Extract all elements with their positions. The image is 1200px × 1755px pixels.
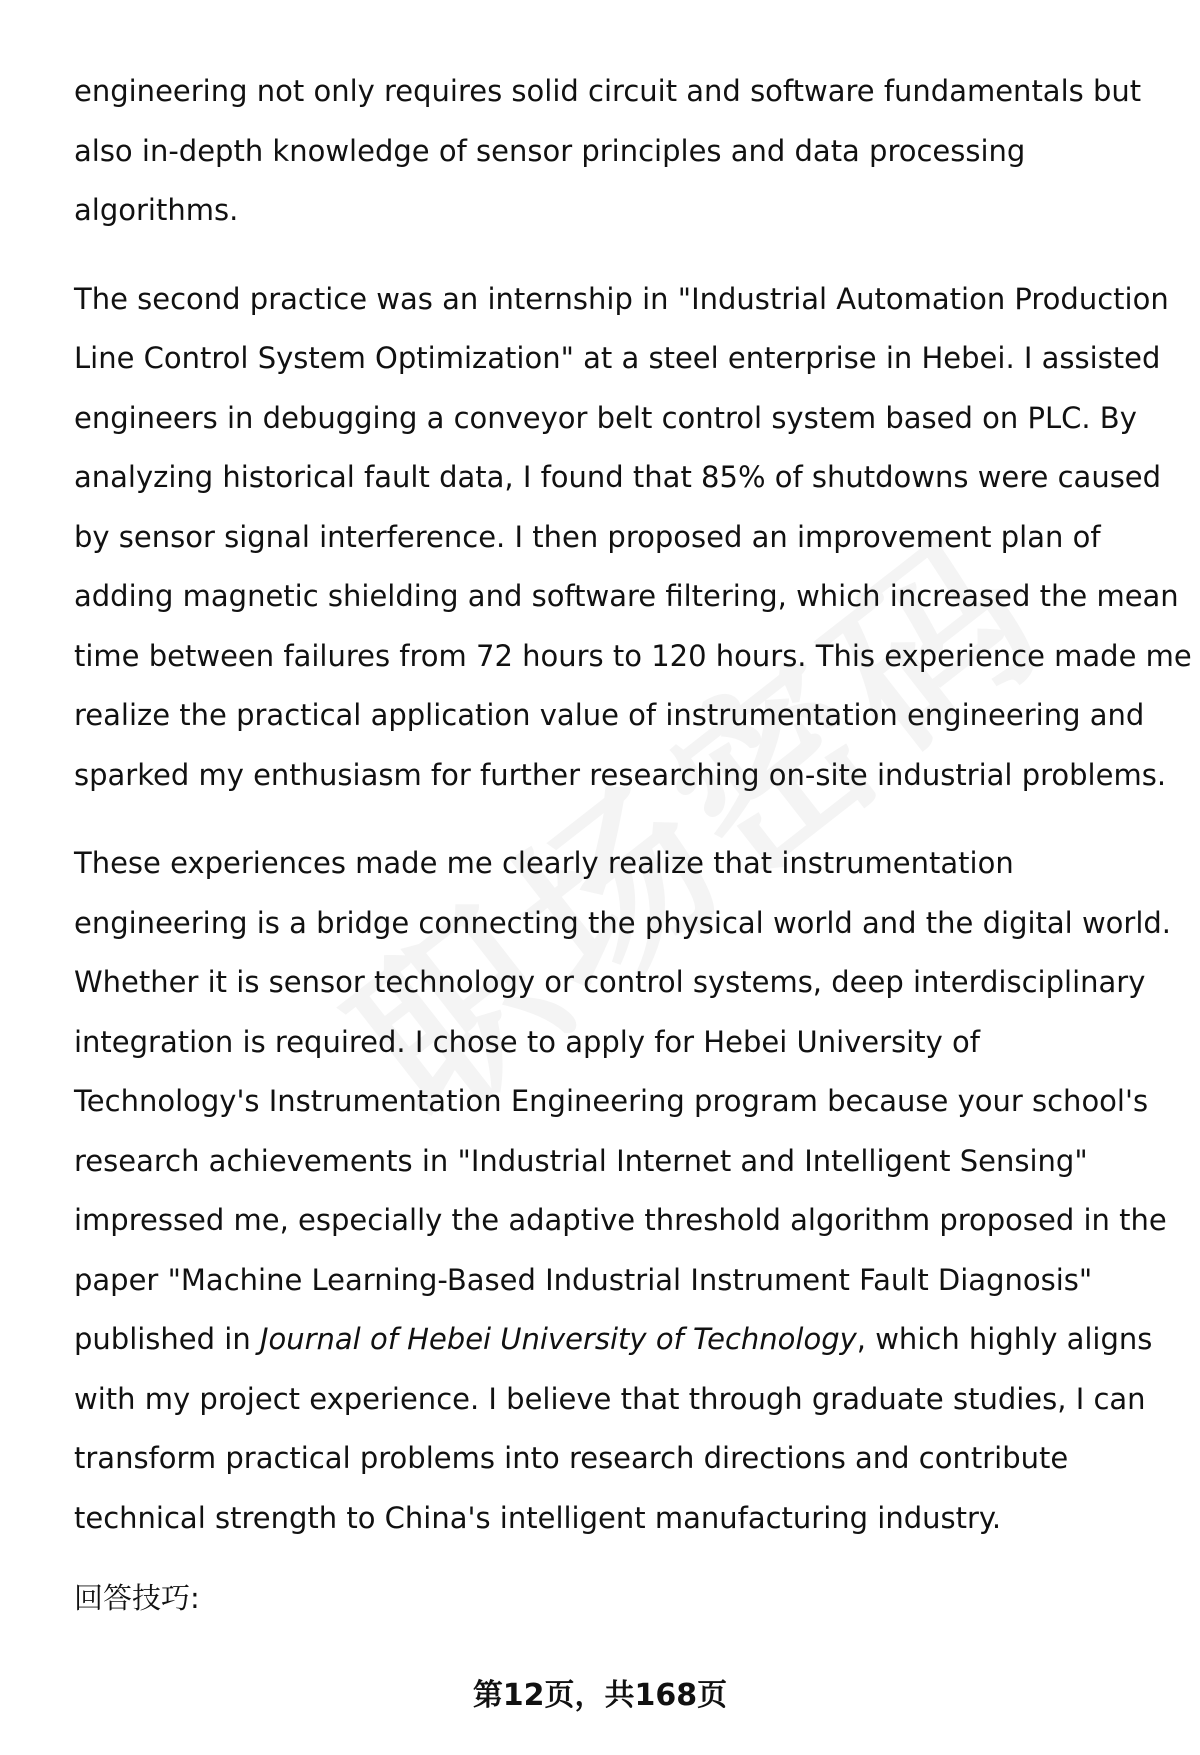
text-fragment: published in	[74, 1322, 260, 1356]
paragraph-2	[74, 270, 1192, 806]
text-line: with my project experience. I believe that through graduate studies, I can	[74, 1381, 1146, 1416]
text-line: paper "Machine Learning-Based Industrial Instrument Fault Diagnosis"	[74, 1262, 1093, 1297]
text-line: engineering not only requires solid circuit and software fundamentals but	[74, 74, 1142, 108]
text-line: engineering is a bridge connecting the physical world and the digital world.	[74, 905, 1172, 940]
text-line: adding magnetic shielding and software filtering, which increased the mean	[74, 579, 1179, 613]
text-line: These experiences made me clearly realize that instrumentation	[74, 846, 1014, 880]
text-line: Technology's Instrumentation Engineering program because your school's	[74, 1084, 1149, 1118]
text-line: also in-depth knowledge of sensor principles and data processing	[74, 133, 1026, 168]
text-fragment: , which highly aligns	[856, 1322, 1153, 1356]
text-line: by sensor signal interference. I then proposed an improvement plan of	[74, 519, 1101, 554]
text-line: impressed me, especially the adaptive threshold algorithm proposed in the	[74, 1203, 1167, 1237]
journal-title: Journal of Hebei University of Technology	[259, 1322, 857, 1356]
text-line: Line Control System Optimization" at a steel enterprise in Hebei. I assisted	[74, 341, 1161, 375]
text-line: research achievements in "Industrial Internet and Intelligent Sensing"	[74, 1143, 1088, 1178]
text-line: Whether it is sensor technology or control systems, deep interdisciplinary	[74, 965, 1146, 999]
text-line: technical strength to China's intelligent manufacturing industry.	[74, 1500, 1002, 1535]
text-line: realize the practical application value of instrumentation engineering and	[74, 698, 1145, 732]
text-line: sparked my enthusiasm for further researching on-site industrial problems.	[74, 757, 1167, 792]
text-line-with-journal-title	[74, 1310, 1164, 1370]
text-line: analyzing historical fault data, I found that 85% of shutdowns were caused	[74, 460, 1162, 494]
page-number-footer: 第12页，共168页	[472, 1678, 728, 1713]
text-line: time between failures from 72 hours to 120 hours. This experience made me	[74, 638, 1192, 673]
paragraph-1	[74, 62, 1164, 241]
answer-tips-label: 回答技巧:	[74, 1581, 200, 1615]
text-line: engineers in debugging a conveyor belt control system based on PLC. By	[74, 400, 1137, 435]
document-body	[74, 62, 1192, 1577]
text-line: transform practical problems into research directions and contribute	[74, 1441, 1069, 1475]
text-line: integration is required. I chose to apply for Hebei University of	[74, 1024, 980, 1059]
text-line: algorithms.	[74, 193, 239, 227]
paragraph-3	[74, 834, 1172, 1548]
text-line: The second practice was an internship in "Industrial Automation Production	[74, 281, 1169, 316]
